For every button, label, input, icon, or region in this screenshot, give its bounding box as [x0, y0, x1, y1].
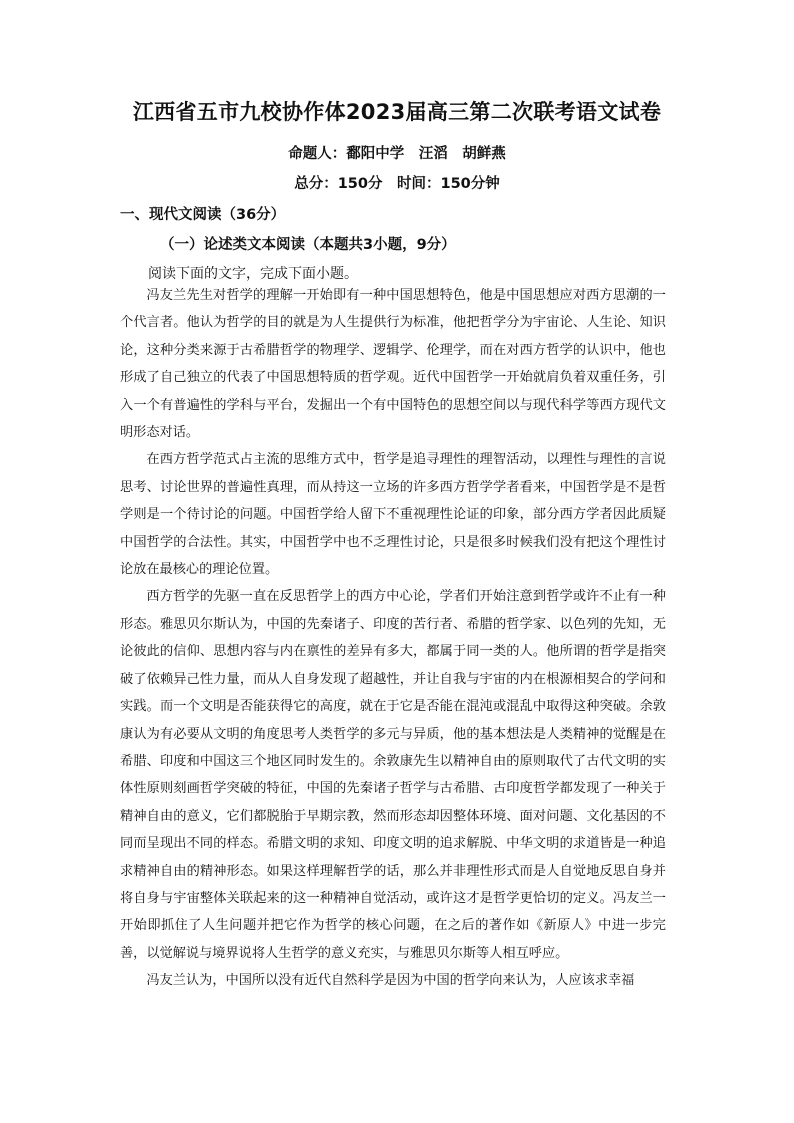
passage-paragraph-1: 冯友兰先生对哲学的理解一开始即有一种中国思想特色，他是中国思想应对西方思潮的一个代言者。他认为哲学的目的就是为人生提供行为标准，他把哲学分为宇宙论、人生论、知识论，这种分类来源于古希腊哲学的物理学、逻辑学、伦理学，而在对西方哲学的认识中，他也形成了自己独立的代表了中国思想特质的哲学观。近代中国哲学一开始就肩负着双重任务，引入一个有普遍性的学科与平台，发掘出一个有中国特色的思想空间以与现代科学等西方现代文明形态对话。: [120, 288, 666, 441]
exam-title: 江西省五市九校协作体2023届高三第二次联考语文试卷: [132, 100, 662, 124]
passage-paragraph-4: 冯友兰认为，中国所以没有近代自然科学是因为中国的哲学向来认为，人应该求幸福: [146, 973, 635, 989]
subsection-heading: （一）论述类文本阅读（本题共3小题，9分）: [160, 237, 456, 253]
section-heading: 一、现代文阅读（36分）: [120, 207, 286, 223]
reading-instruction: 阅读下面的文字，完成下面小题。: [148, 266, 358, 282]
passage-paragraph-2: 在西方哲学范式占主流的思维方式中，哲学是追寻理性的理智活动，以理性与理性的言说思考、讨论世界的普遍性真理，而从持这一立场的许多西方哲学学者看来，中国哲学是不是哲学则是一个待讨论的问题。中国哲学给人留下不重视理性论证的印象，部分西方学者因此质疑中国哲学的合法性。其实，中国哲学中也不乏理性讨论，只是很多时候我们没有把这个理性讨论放在最核心的理论位置。: [120, 452, 666, 578]
passage-body: [120, 282, 666, 995]
exam-score-time: 总分：150分 时间：150分钟: [294, 176, 500, 192]
exam-authors: 命题人：鄱阳中学 汪滔 胡鲜燕: [288, 146, 506, 162]
passage-paragraph-3: 西方哲学的先驱一直在反思哲学上的西方中心论，学者们开始注意到哲学或许不止有一种形态。雅思贝尔斯认为，中国的先秦诸子、印度的苦行者、希腊的哲学家、以色列的先知，无论彼此的信仰、思想内容与内在禀性的差异有多大，都属于同一类的人。他所谓的哲学是指突破了依赖异己性力量，而从人自身发现了超越性，并让自我与宇宙的内在根源相契合的学问和实践。而一个文明是否能获得它的高度，就在于它是否能在混沌或混乱中取得这种突破。余敦康认为有必要从文明的角度思考人类哲学的多元与异质，他的基本想法是人类精神的觉醒是在希腊、印度和中国这三个地区同时发生的。余敦康先生以精神自由的原则取代了古代文明的实体性原则刻画哲学突破的特征，中国的先秦诸子哲学与古希腊、古印度哲学都发现了一种关于精神自由的意义，它们都脱胎于早期宗教，然而形态却因整体环境、面对问题、文化基因的不同而呈现出不同的样态。希腊文明的求知、印度文明的追求解脱、中华文明的求道皆是一种追求精神自由的精神形态。如果这样理解哲学的话，那么并非理性形式而是人自觉地反思自身并将自身与宇宙整体关联起来的这一种精神自觉活动，或许这才是哲学更恰切的定义。冯友兰一开始即抓住了人生问题并把它作为哲学的核心问题，在之后的著作如《新原人》中进一步完善，以觉解说与境界说将人生哲学的意义充实，与雅思贝尔斯等人相互呼应。: [120, 589, 666, 961]
